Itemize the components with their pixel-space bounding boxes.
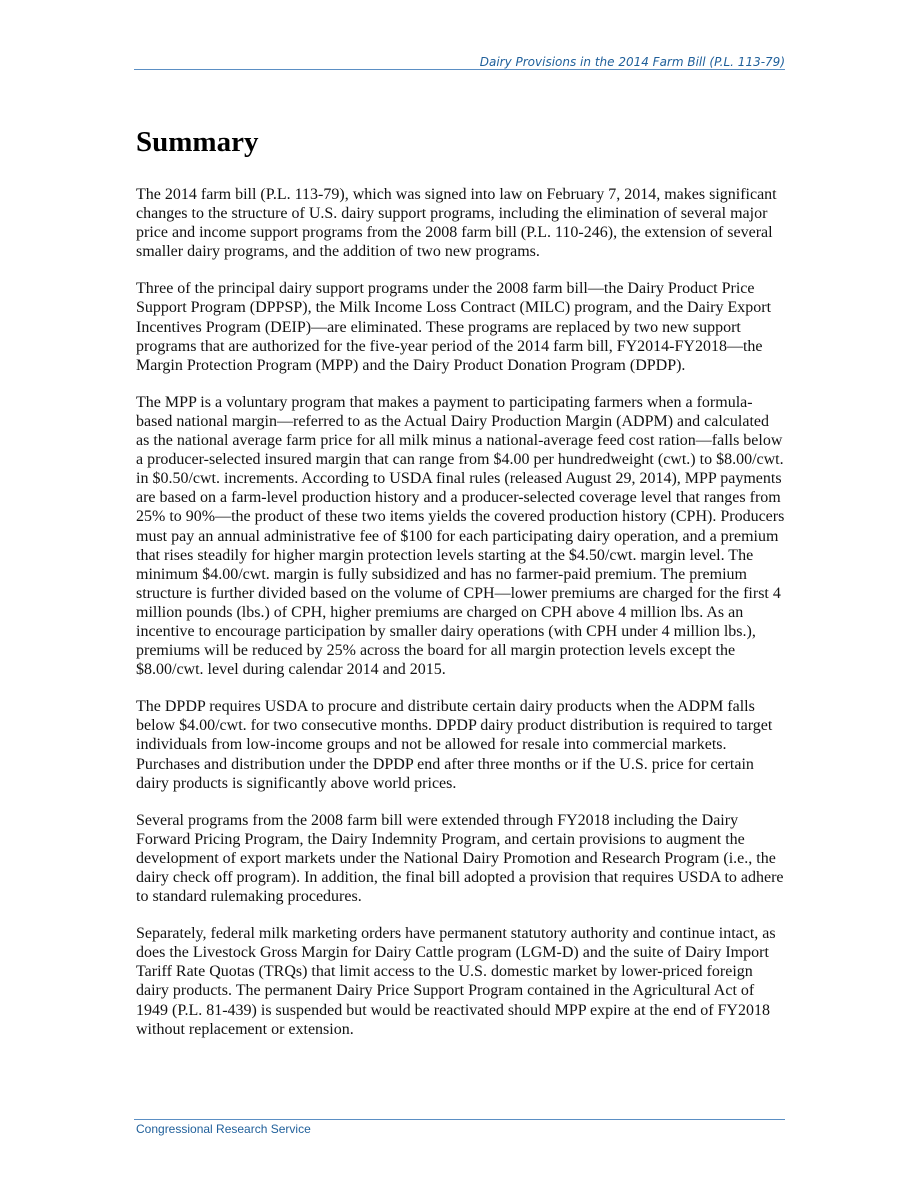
summary-paragraph-2: Three of the principal dairy support programs under the 2008 farm bill—the Dairy Product Price Support Program (DPPSP), the Milk Income Loss Contract (MILC) program, and the Dairy Export Incentives Program (DEIP)—are eliminated. These programs are replaced by two new support programs that are authorized for the five-year period of the 2014 farm bill, FY2014-FY2018—the Margin Protection Program (MPP) and the Dairy Product Donation Program (DPDP).	[136, 280, 772, 374]
section-heading: Summary	[136, 126, 259, 158]
summary-paragraph-5: Several programs from the 2008 farm bill were extended through FY2018 including the Dairy Forward Pricing Program, the Dairy Indemnity Program, and certain provisions to augment the development of export markets under the National Dairy Promotion and Research Program (i.e., the dairy check off program). In addition, the final bill adopted a provision that requires USDA to adhere to standard rulemaking procedures.	[136, 811, 784, 906]
summary-paragraph-3: The MPP is a voluntary program that makes a payment to participating farmers when a formula-based national margin—referred to as the Actual Dairy Production Margin (ADPM) and calculated as the national average farm price for all milk minus a national-average feed cost ration—falls below a producer-selected insured margin that can range from $4.00 per hundredweight (cwt.) to $8.00/cwt. in $0.50/cwt. increments. According to USDA final rules (released August 29, 2014), MPP payments are based on a farm-level production history and a producer-selected coverage level that ranges from 25% to 90%—the product of these two items yields the covered production history (CPH). Producers must pay an annual administrative fee of $100 for each participating dairy operation, and a premium that rises steadily for higher margin protection levels starting at the $4.50/cwt. margin level. The minimum $4.00/cwt. margin is fully subsidized and has no farmer-paid premium. The premium structure is further divided based on the volume of CPH—lower premiums are charged for the first 4 million pounds (lbs.) of CPH, higher premiums are charged on CPH above 4 million lbs. As an incentive to encourage participation by smaller dairy operations (with CPH under 4 million lbs.), premiums will be reduced by 25% across the board for all margin protection levels except the $8.00/cwt. level during calendar 2014 and 2015.	[136, 393, 785, 679]
header-rule	[134, 69, 785, 70]
summary-paragraph-6: Separately, federal milk marketing orders have permanent statutory authority and continue intact, as does the Livestock Gross Margin for Dairy Cattle program (LGM-D) and the suite of Dairy Import Tariff Rate Quotas (TRQs) that limit access to the U.S. domestic market by lower-priced foreign dairy products. The permanent Dairy Price Support Program contained in the Agricultural Act of 1949 (P.L. 81-439) is suspended but would be reactivated should MPP expire at the end of FY2018 without replacement or extension.	[136, 925, 776, 1038]
summary-paragraph-4: The DPDP requires USDA to procure and distribute certain dairy products when the ADPM falls below $4.00/cwt. for two consecutive months. DPDP dairy product distribution is required to target individuals from low-income groups and not be allowed for resale into commercial markets. Purchases and distribution under the DPDP end after three months or if the U.S. price for certain dairy products is significantly above world prices.	[136, 698, 773, 792]
summary-paragraph-1: The 2014 farm bill (P.L. 113-79), which was signed into law on February 7, 2014, makes significant changes to the structure of U.S. dairy support programs, including the elimination of several major price and income support programs from the 2008 farm bill (P.L. 110-246), the extension of several smaller dairy programs, and the addition of two new programs.	[136, 186, 777, 261]
footer-source: Congressional Research Service	[136, 1122, 311, 1136]
running-header-title: Dairy Provisions in the 2014 Farm Bill (P.L. 113-79)	[479, 55, 785, 69]
footer-rule	[134, 1119, 785, 1120]
main-content	[136, 120, 786, 1057]
